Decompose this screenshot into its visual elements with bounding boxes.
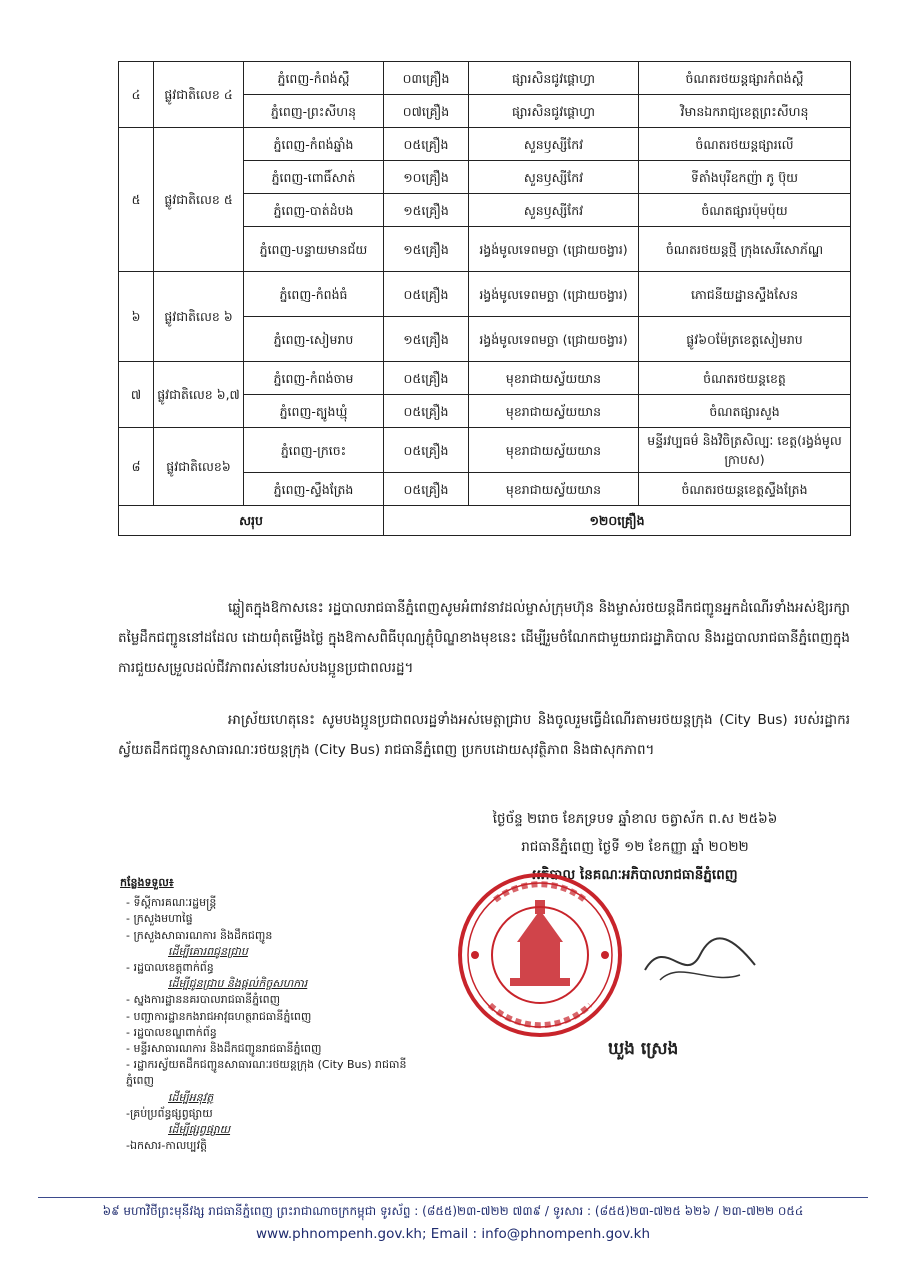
to-cell: ចំណតរថយន្តថ្មី ក្រុងសេរីសោភ័ណ្ឌ xyxy=(639,227,851,272)
route-cell: ភ្នំពេញ-ស្ទឹងត្រែង xyxy=(244,473,384,506)
distribution-note: ដើម្បីផ្សព្វផ្សាយ xyxy=(168,1123,231,1137)
route-cell: ភ្នំពេញ-ក្រចេះ xyxy=(244,428,384,473)
signature-scribble-icon xyxy=(640,930,760,990)
distribution-item: - ក្រសួងសាធារណការ និងដឹកជញ្ជូន xyxy=(126,928,273,942)
from-cell: រង្វង់មូលទេពមច្ឆា (ជ្រោយចង្វារ) xyxy=(469,317,639,362)
footer-web: www.phnompenh.gov.kh; Email : info@phnompenh.gov.kh xyxy=(255,1226,651,1242)
table-row xyxy=(119,428,851,473)
table-row xyxy=(119,362,851,395)
from-cell: មុខរាជាយស្វ័យយាន xyxy=(469,473,639,506)
qty-cell: ០៣គ្រឿង xyxy=(384,62,469,95)
qty-cell: ០៥គ្រឿង xyxy=(384,395,469,428)
to-cell: ភោជនីយដ្ឋានស្ទឹងសែន xyxy=(639,272,851,317)
footer-divider xyxy=(38,1197,868,1198)
to-cell: ចំណតរថយន្តផ្សារលើ xyxy=(639,128,851,161)
to-cell: ចំណតរថយន្តខេត្តស្ទឹងត្រែង xyxy=(639,473,851,506)
official-seal-icon xyxy=(455,870,625,1040)
to-cell: ចំណតរថយន្តផ្សារកំពង់ស្ពឺ xyxy=(639,62,851,95)
total-row xyxy=(119,506,851,536)
from-cell: សួនឫស្សីកែវ xyxy=(469,194,639,227)
from-cell: មុខរាជាយស្វ័យយាន xyxy=(469,362,639,395)
road-name: ផ្លូវជាតិលេខ៦ xyxy=(154,428,244,506)
qty-cell: ០៥គ្រឿង xyxy=(384,128,469,161)
distribution-item: - ស្នងការដ្ឋាននគរបាលរាជធានីភ្នំពេញ xyxy=(126,993,281,1007)
signatory-name: ឃួង ស្រេង xyxy=(608,1039,679,1059)
route-cell: ភ្នំពេញ-ត្បូងឃ្មុំ xyxy=(244,395,384,428)
to-cell: ចំណតរថយន្តខេត្ត xyxy=(639,362,851,395)
to-cell: មន្ទីរវប្បធម៌ និងវិចិត្រសិល្បៈ ខេត្ត(រង្វង់មូលក្រាបស) xyxy=(639,428,851,473)
distribution-item: -ឯកសារ-កាលប្បវត្តិ xyxy=(126,1139,208,1153)
group-number: ៧ xyxy=(119,362,154,428)
distribution-item: -គ្រប់ប្រព័ន្ធផ្សព្វផ្សាយ xyxy=(126,1106,213,1120)
from-cell: សួនឫស្សីកែវ xyxy=(469,128,639,161)
solar-date: រាជធានីភ្នំពេញ ថ្ងៃទី ១២ ខែកញ្ញា ឆ្នាំ ២០២២ xyxy=(521,839,749,855)
qty-cell: ០៥គ្រឿង xyxy=(384,362,469,395)
route-cell: ភ្នំពេញ-កំពង់ឆ្នាំង xyxy=(244,128,384,161)
from-cell: សួនឫស្សីកែវ xyxy=(469,161,639,194)
distribution-item: - រដ្ឋបាលខណ្ឌពាក់ព័ន្ធ xyxy=(126,1025,217,1039)
from-cell: ផ្សារសិនជូវផ្ដោហ្វា xyxy=(469,95,639,128)
signatory-title: អភិបាល នៃគណៈអភិបាលរាជធានីភ្នំពេញ xyxy=(532,867,738,883)
to-cell: វិមានឯករាជ្យខេត្តព្រះសីហនុ xyxy=(639,95,851,128)
route-cell: ភ្នំពេញ-បន្ទាយមានជ័យ xyxy=(244,227,384,272)
distribution-heading: កន្លែងទទួល៖ xyxy=(120,876,174,889)
total-label: សរុប xyxy=(119,506,384,536)
distribution-items xyxy=(120,895,420,1154)
road-name: ផ្លូវជាតិលេខ ៦ xyxy=(154,272,244,362)
route-cell: ភ្នំពេញ-ពោធិ៍សាត់ xyxy=(244,161,384,194)
distribution-item: - ក្រសួងមហាផ្ទៃ xyxy=(126,912,193,926)
qty-cell: ១០គ្រឿង xyxy=(384,161,469,194)
distribution-item: - ទីស្ដីការគណៈរដ្ឋមន្ត្រី xyxy=(126,896,217,910)
road-name: ផ្លូវជាតិលេខ ៤ xyxy=(154,62,244,128)
distribution-note: ដើម្បីគោរពជូនជ្រាប xyxy=(168,944,248,958)
route-cell: ភ្នំពេញ-បាត់ដំបង xyxy=(244,194,384,227)
route-cell: ភ្នំពេញ-កំពង់ធំ xyxy=(244,272,384,317)
group-number: ៦ xyxy=(119,272,154,362)
qty-cell: ១៥គ្រឿង xyxy=(384,194,469,227)
road-name: ផ្លូវជាតិលេខ ៦,៧ xyxy=(154,362,244,428)
distribution-note: ដើម្បីជូនជ្រាប និងផ្ដល់កិច្ចសហការ xyxy=(168,977,308,991)
qty-cell: ១៥គ្រឿង xyxy=(384,317,469,362)
from-cell: មុខរាជាយស្វ័យយាន xyxy=(469,428,639,473)
qty-cell: ០៧គ្រឿង xyxy=(384,95,469,128)
to-cell: ចំណតផ្សារសួង xyxy=(639,395,851,428)
route-cell: ភ្នំពេញ-កំពង់ស្ពឺ xyxy=(244,62,384,95)
route-cell: ភ្នំពេញ-ព្រះសីហនុ xyxy=(244,95,384,128)
from-cell: ផ្សារសិនជូវផ្ដោហ្វា xyxy=(469,62,639,95)
distribution-item: - រដ្ឋាករស្វ័យតដឹកជញ្ជូនសាធារណៈរថយន្តក្រុង (City Bus) រាជធានីភ្នំពេញ xyxy=(126,1058,407,1088)
group-number: ៥ xyxy=(119,128,154,272)
distribution-note: ដើម្បីអនុវត្ត xyxy=(168,1090,214,1104)
distribution-item: - មន្ទីរសាធារណការ និងដឹកជញ្ជូនរាជធានីភ្នំពេញ xyxy=(126,1042,322,1056)
distribution-list xyxy=(120,875,420,1154)
qty-cell: ០៥គ្រឿង xyxy=(384,272,469,317)
footer-address: ៦៩ មហាវិថីព្រះមុនីវង្ស រាជធានីភ្នំពេញ ព្រះរាជាណាចក្រកម្ពុជា ទូរស័ព្ទ : (៨៥៥)២៣-៧២២ ៧៣៩ / ទូរសារ : (៨៥៥)២៣-៧២៥ ៦២៦ / ២៣-៧២២ ០៥៤ xyxy=(102,1204,804,1218)
from-cell: រង្វង់មូលទេពមច្ឆា (ជ្រោយចង្វារ) xyxy=(469,272,639,317)
table-row xyxy=(119,62,851,95)
route-cell: ភ្នំពេញ-កំពង់ចាម xyxy=(244,362,384,395)
distribution-item: - បញ្ជាការដ្ឋានកងរាជអាវុធហត្ថរាជធានីភ្នំពេញ xyxy=(126,1009,312,1023)
paragraph-conclusion: អាស្រ័យហេតុនេះ សូមបងប្អូនប្រជាពលរដ្ឋទាំងអស់មេត្តាជ្រាប និងចូលរួមធ្វើដំណើរតាមរថយន្តក្រុង (City Bus) របស់រដ្ឋាករស្វ័យតដឹកជញ្ជូនសាធារណៈរថយន្តក្រុង (City Bus) រាជធានីភ្នំពេញ ប្រកបដោយសុវត្ថិភាព និងផាសុកភាព។ xyxy=(118,712,850,758)
lunar-date: ថ្ងៃច័ន្ទ ២រោច ខែភទ្របទ ឆ្នាំខាល ចត្វាស័ក ព.ស ២៥៦៦ xyxy=(492,811,778,827)
road-name: ផ្លូវជាតិលេខ ៥ xyxy=(154,128,244,272)
total-value: ១២០គ្រឿង xyxy=(384,506,851,536)
to-cell: ចំណតផ្សារប៉ុមប៉ុយ xyxy=(639,194,851,227)
from-cell: រង្វង់មូលទេពមច្ឆា (ជ្រោយចង្វារ) xyxy=(469,227,639,272)
routes-table xyxy=(118,61,851,536)
from-cell: មុខរាជាយស្វ័យយាន xyxy=(469,395,639,428)
qty-cell: ០៥គ្រឿង xyxy=(384,473,469,506)
group-number: ៨ xyxy=(119,428,154,506)
table-row xyxy=(119,128,851,161)
to-cell: ផ្លូវ៦០ម៉ែត្រខេត្តសៀមរាប xyxy=(639,317,851,362)
route-cell: ភ្នំពេញ-សៀមរាប xyxy=(244,317,384,362)
group-number: ៤ xyxy=(119,62,154,128)
distribution-item: - រដ្ឋបាលខេត្តពាក់ព័ន្ធ xyxy=(126,961,214,975)
qty-cell: ១៥គ្រឿង xyxy=(384,227,469,272)
qty-cell: ០៥គ្រឿង xyxy=(384,428,469,473)
to-cell: ទីតាំងបុរីឧកញ៉ា ភូ ប៊ុយ xyxy=(639,161,851,194)
table-row xyxy=(119,272,851,317)
paragraph-appeal: ឆ្លៀតក្នុងឱកាសនេះ រដ្ឋបាលរាជធានីភ្នំពេញសូមអំពាវនាវដល់ម្ចាស់ក្រុមហ៊ុន និងម្ចាស់រថយន្តដឹកជញ្ជូនអ្នកដំណើរទាំងអស់ឱ្យរក្សាតម្លៃដឹកជញ្ជូននៅដដែល ដោយពុំតម្លើងថ្លៃ ក្នុងឱកាសពិធីបុណ្យភ្ជុំបិណ្ឌខាងមុខនេះ ដើម្បីរួមចំណែកជាមួយរាជរដ្ឋាភិបាល និងរដ្ឋបាលរាជធានីភ្នំពេញក្នុងការជួយសម្រួលដល់ជីវភាពរស់នៅរបស់បងប្អូនប្រជាពលរដ្ឋ។ xyxy=(118,600,850,676)
